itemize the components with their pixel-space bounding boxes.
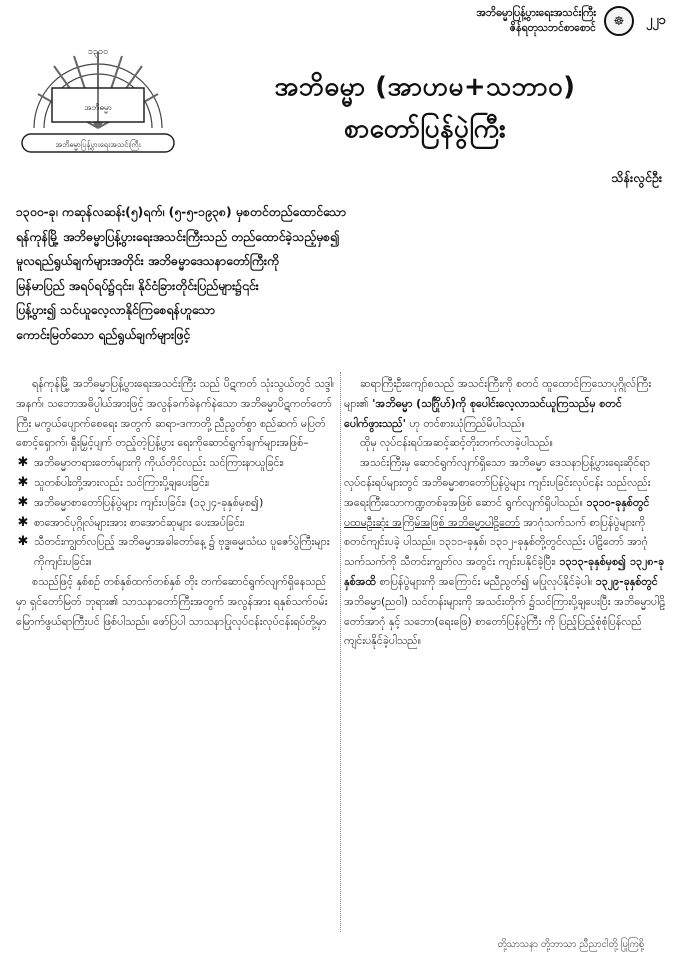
- list-item-text: စာအောင်ပုဂ္ဂိုလ်များအား စာအောင်ဆုများ ပေးအပ်ခြင်း၊: [34, 515, 245, 529]
- asterisk-icon: ✱: [17, 534, 29, 550]
- emblem-banner: အဘိဓမ္မာပြန့်ပွားရေးအသင်းကြီး: [55, 140, 141, 149]
- page-number: ၂၂၁: [645, 12, 666, 28]
- left-column: [16, 374, 334, 631]
- lead-line: ကောင်းမြတ်သော ရည်ရွယ်ချက်များဖြင့်: [16, 327, 191, 342]
- right-paragraph-1: [344, 374, 668, 433]
- title-line2: စာတော်ပြန်ပွဲကြီး: [343, 114, 507, 144]
- author-name: သိန်းလွင်ဦး: [611, 170, 662, 185]
- list-item: [16, 453, 334, 473]
- right-p3-text-4: အဘိဓမ္မာ(ညဝါ) သင်တန်းများကို အသင်းတိုက် ၌သင်ကြားပို့ချပေးပြီး အဘိဓမ္မာပါဠိတော်အာဂုံ နှင့် သဘော(ရေးဖြေ) စာတော်ပြန်ပွဲကြီး ကို ပြည့်ပြည့်စုံစုံပြန်လည်ကျင်းပနိုင်ခဲ့ပါသည်။: [344, 594, 666, 648]
- header-line1: အဘိဓမ္မာပြန့်ပွားရေးအသင်းကြီး: [476, 7, 596, 19]
- list-item: [16, 513, 334, 533]
- header-line2: ဇိန်ရတုသဘင်စာစောင်: [509, 22, 596, 34]
- association-emblem: [14, 32, 182, 160]
- list-item-text: သူတစ်ပါးတို့အားလည်း သင်ကြားပို့ချပေးခြင်း၊: [34, 475, 210, 489]
- right-column: [344, 374, 668, 651]
- right-p3-text-2: အာဂုံသက်သက် စာပြန်ပွဲများကို စတင်ကျင်းပခဲ့ ပါသည်။ ၁၃၁၁-ခုနှစ်၊ ၁၃၁၂-ခုနှစ်တို့တွင်လည်း ပါဠိတော် အာဂုံသက်သက်ကို သီတင်းကျွတ်လ အတွင်း ကျင်းပနိုင်ခဲ့ပြီး၊: [344, 515, 648, 569]
- right-paragraph-2: ထိုမှ လုပ်ငန်းရပ်အဆင့်ဆင့်တိုးတက်လာခဲ့ပါသည်။: [360, 436, 553, 450]
- right-paragraph-3: [344, 453, 668, 651]
- asterisk-icon: ✱: [17, 474, 29, 490]
- page-footer: တို့သာသနာ တို့ဘာသာ ညီညာငါတို့ ပြုကြစို့: [497, 939, 644, 950]
- list-item: [16, 532, 334, 572]
- seal-icon: ☸: [604, 6, 634, 36]
- header-text: [476, 6, 596, 36]
- right-p3-text-3: စာပြန်ပွဲများကို အကြောင်း မညီညွတ်၍ မပြုလုပ်နိုင်ခဲ့ပါ။: [379, 574, 593, 588]
- lead-line: မူလရည်ရွယ်ချက်များအတိုင်း အဘိဓမ္မာဒေသနာတော်ကြီးကို: [16, 254, 280, 268]
- lead-line: ၁၃၀၀-ခု၊ ကဆုန်လဆန်း(၅)ရက်၊ (၅-၅-၁၉၃၈) မှစတင်တည်ထောင်သော: [16, 205, 347, 219]
- right-p3-underlined: ပထမဦးဆုံး အကြိမ်အဖြစ် အဘိဓမ္မာပါဠိတော်: [344, 515, 520, 529]
- list-item: [16, 493, 334, 513]
- left-intro: ရန်ကုန်မြို့ အဘိဓမ္မာပြန့်ပွားရေးအသင်းကြီး သည် ပိဋကတ် သုံးသွယ်တွင် သဒ္ဒါ၊ အနက်၊ သဘောအဓိပ္ပါယ်အားဖြင့် အလွန်ခက်ခဲနက်နဲသော အဘိဓမ္မာပိဋကတ်တော်ကြီး မကွယ်ပျောက်စေရေး အတွက် ဆရာ-ဒကာတို့ ညီညွတ်စွာ စည်ဆက် မပြတ် စောင့်ရှောက်၊ ရှီးမြှင့်ပျက် တည့်တဲ့ပြန့်ပွား ရေးကိုဆောင်ရွက်ချက်များအဖြစ်–: [16, 377, 334, 450]
- lead-paragraph: [16, 200, 656, 347]
- column-divider: [340, 372, 341, 932]
- right-p3-text: အသင်းကြီးမှ ဆောင်ရွက်လျက်ရှိသော အဘိဓမ္မာ ဒေသနာပြန့်ပွားရေးဆိုင်ရာ လုပ်ငန်းရပ်များတွင် အဘိဓမ္မာစာတော်ပြန်ပွဲများ ကျင်းပခြင်းလုပ်ငန်း သည်လည်း အရေးကြီးသောကဏ္ဍတစ်ခုအဖြစ် ဆောင် ရွက်လျက်ရှိပါသည်။: [344, 456, 651, 509]
- list-item-text: အဘိဓမ္မာစာတော်ပြန်ပွဲများ ကျင်းပခြင်း၊ (၁၃၂၄-ခုနှစ်မှစ၍): [34, 495, 264, 509]
- right-p1-end: ဟု တင်စားယုံကြည်မိပါသည်။: [409, 416, 525, 430]
- title-line1: အဘိဓမ္မာ (အာဟမ+သဘာဝ): [274, 72, 576, 102]
- page-header: [476, 6, 666, 36]
- list-item-text: အဘိဓမ္မာတရားတော်များကို ကိုယ်တိုင်လည်း သင်ကြားနာယူခြင်း၊: [34, 456, 284, 470]
- right-p3-year-2: ၁၃၂၉-ခုနှစ်တွင်: [595, 574, 658, 588]
- list-item-text: သီတင်းကျွတ်လပြည့် အဘိဓမ္မာအခါတော်နေ့ ၌ ဗုဒ္ဓ၊ဓမ္မ၊သံဃ ပူဇော်ပွဲကြီးများကိုကျင်းပခြင်း။: [34, 535, 330, 569]
- list-item: [16, 473, 334, 493]
- lead-line: ရန်ကုန်မြို့ အဘိဓမ္မာပြန့်ပွားရေးအသင်းကြီးသည် တည်ထောင်ခဲ့သည့်မှစ၍: [16, 229, 340, 244]
- lead-line: မြန်မာပြည် အရပ်ရပ်၌၎င်း၊ နိုင်ငံခြားတိုင်းပြည်များ၌၎င်း: [16, 278, 259, 293]
- asterisk-icon: ✱: [17, 514, 29, 530]
- right-p1-bold: 'အဘိဓမ္မာ (သင်္ဂြိုဟ်)ကို စုပေါင်းလေ့လာသင်ယူကြသည်မှ စတင်ပေါက်ဖွားသည်': [344, 396, 622, 430]
- article-title: [200, 66, 650, 150]
- emblem-year: ၁၃၀၀: [87, 47, 109, 57]
- asterisk-icon: ✱: [17, 494, 29, 510]
- emblem-book-text: အဘိဓမ္မာ: [84, 103, 112, 112]
- right-p1-text: ဆရာကြီးဦးကျော်စသည် အသင်းကြီးကို စတင် ထူထောင်ကြသောပုဂ္ဂိုလ်ကြီးများ၏: [344, 377, 652, 410]
- asterisk-icon: ✱: [17, 455, 29, 471]
- right-p3-years: ၁၃၁၃-ခုနှစ်မှစ၍ ၁၃၂၈-ခုနှစ်အထိ: [344, 555, 665, 588]
- right-p3-year: ၁၃၁၀-ခုနှစ်တွင်: [586, 495, 650, 509]
- lead-line: ပြန့်ပွား၍ သင်ယူလေ့လာနိုင်ကြစေရန်ဟူသော: [16, 303, 216, 317]
- left-outro: စသည်ဖြင့် နှစ်စဉ် တစ်နှစ်ထက်တစ်နှစ် တိုး တက်ဆောင်ရွက်လျက်ရှိနေသည်မှာ ရှင်တော်မြတ် ဘုရား၏ သာသနာတော်ကြီးအတွက် အလွန်အား ရနှစ်သက်ဝမ်း မြောက်ဖွယ်ရာကြီးပင် ဖြစ်ပါသည်။ ဖော်ပြပါ သာသနာပြုလုပ်ငန်းလုပ်ငန်းရပ်တို့မှာ: [16, 574, 328, 628]
